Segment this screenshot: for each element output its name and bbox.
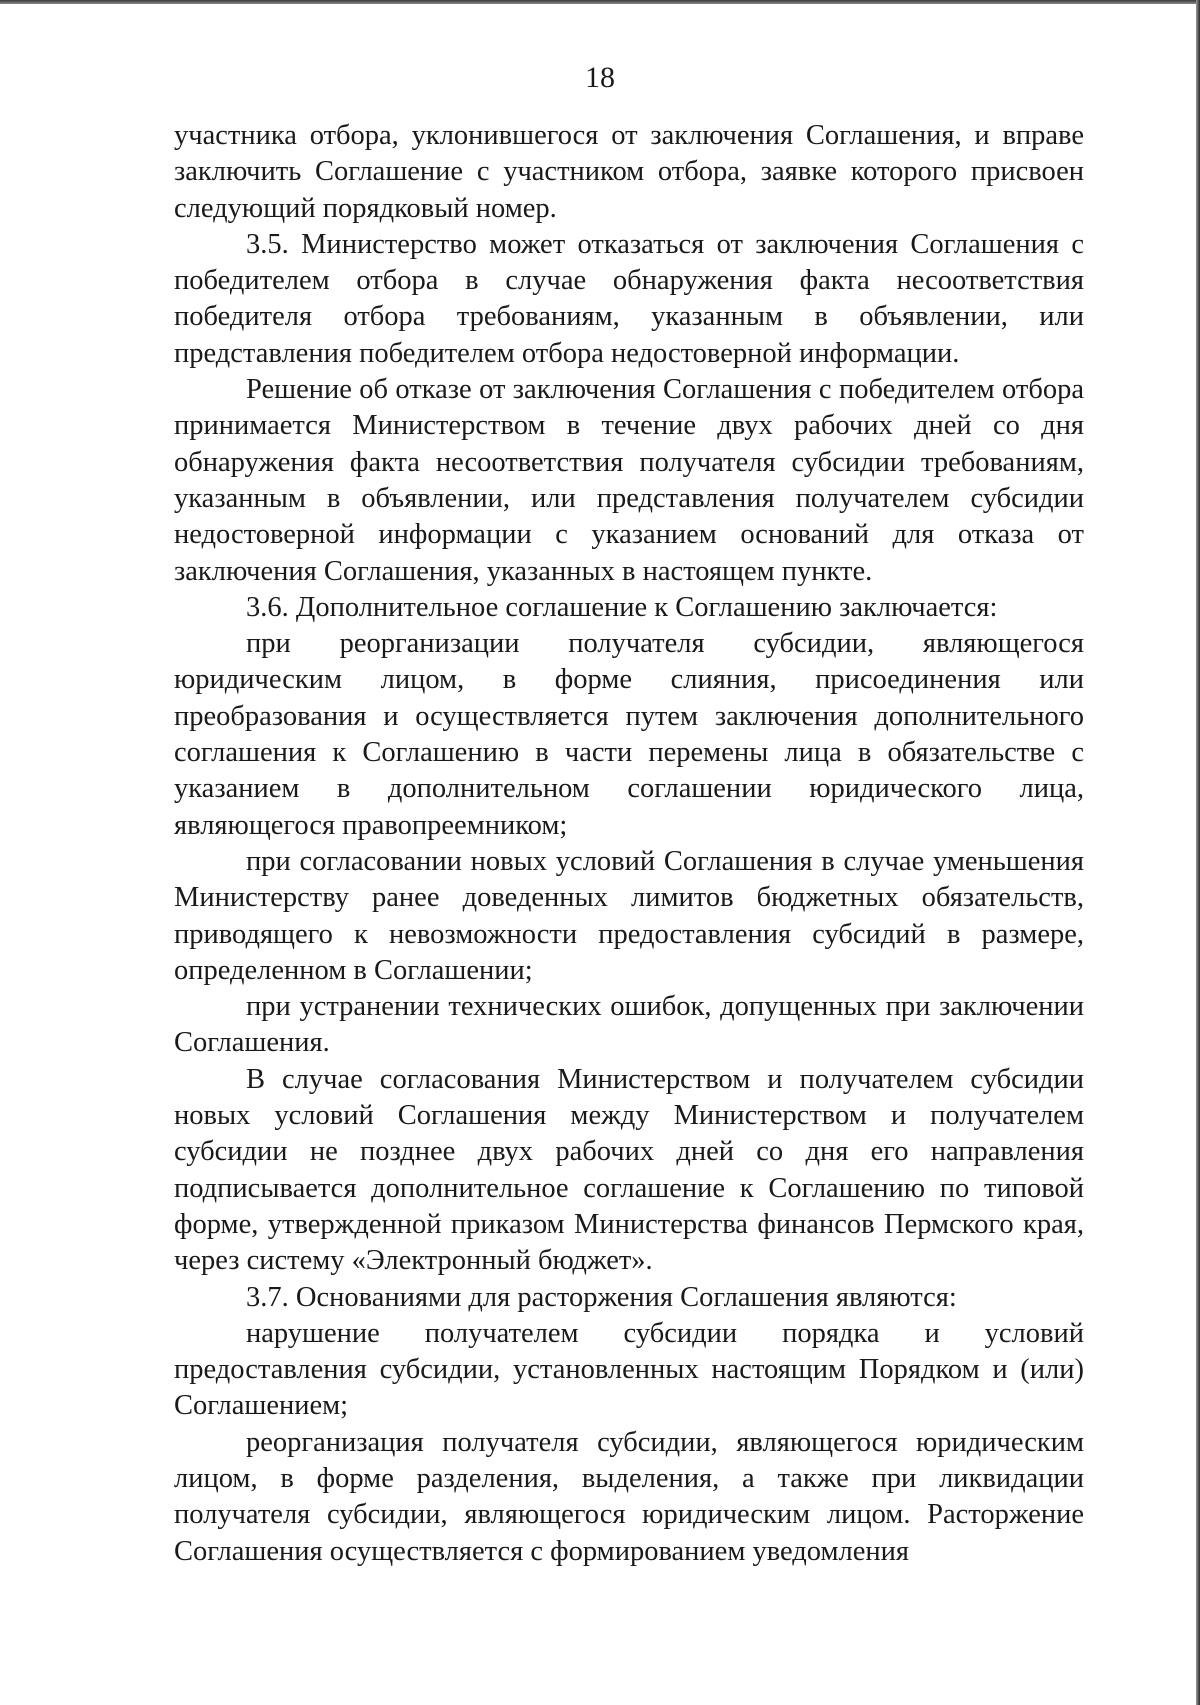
- document-body: [174, 118, 1084, 1570]
- paragraph: нарушение получателем субсидии порядка и условий предоставления субсидии, установленных настоящим Порядком и (или) Соглашением;: [174, 1317, 1084, 1422]
- paragraph: участника отбора, уклонившегося от заключения Соглашения, и вправе заключить Соглашение с участником отбора, заявке которого присвоен следующий порядковый номер.: [174, 120, 1084, 224]
- paragraph: 3.7. Основаниями для расторжения Соглашения являются:: [246, 1281, 957, 1313]
- paragraph: при устранении технических ошибок, допущенных при заключении Соглашения.: [174, 991, 1084, 1059]
- scan-edge-top: [0, 0, 1200, 4]
- paragraph: реорганизация получателя субсидии, являющегося юридическим лицом, в форме разделения, выделения, а также при ликвидации получателя субсидии, являющегося юридическим лицом. Расторжение Соглашения осуществляется с формированием уведомления: [174, 1426, 1084, 1567]
- paragraph: 3.6. Дополнительное соглашение к Соглашению заключается:: [246, 591, 998, 623]
- page-number: 18: [585, 61, 615, 94]
- paragraph: при согласовании новых условий Соглашения в случае уменьшения Министерству ранее доведенных лимитов бюджетных обязательств, приводящего к невозможности предоставления субсидий в размере, определенном в Соглашении;: [174, 845, 1084, 986]
- scan-edge-right: [1196, 0, 1200, 1705]
- paragraph: Решение об отказе от заключения Соглашения с победителем отбора принимается Министерством в течение двух рабочих дней со дня обнаружения факта несоответствия получателя субсидии требованиям, указанным в объявлении, или представления получателем субсидии недостоверной информации с указанием оснований для отказа от заключения Соглашения, указанных в настоящем пункте.: [174, 374, 1084, 587]
- paragraph: 3.5. Министерство может отказаться от заключения Соглашения с победителем отбора в случае обнаружения факта несоответствия победителя отбора требованиям, указанным в объявлении, или представления победителем отбора недостоверной информации.: [174, 228, 1084, 369]
- paragraph: при реорганизации получателя субсидии, являющегося юридическим лицом, в форме слияния, присоединения или преобразования и осуществляется путем заключения дополнительного соглашения к Соглашению в части перемены лица в обязательстве с указанием в дополнительном соглашении юридического лица, являющегося правопреемником;: [174, 628, 1084, 841]
- paragraph: В случае согласования Министерством и получателем субсидии новых условий Соглашения между Министерством и получателем субсидии не позднее двух рабочих дней со дня его направления подписывается дополнительное соглашение к Соглашению по типовой форме, утвержденной приказом Министерства финансов Пермского края, через систему «Электронный бюджет».: [174, 1063, 1084, 1277]
